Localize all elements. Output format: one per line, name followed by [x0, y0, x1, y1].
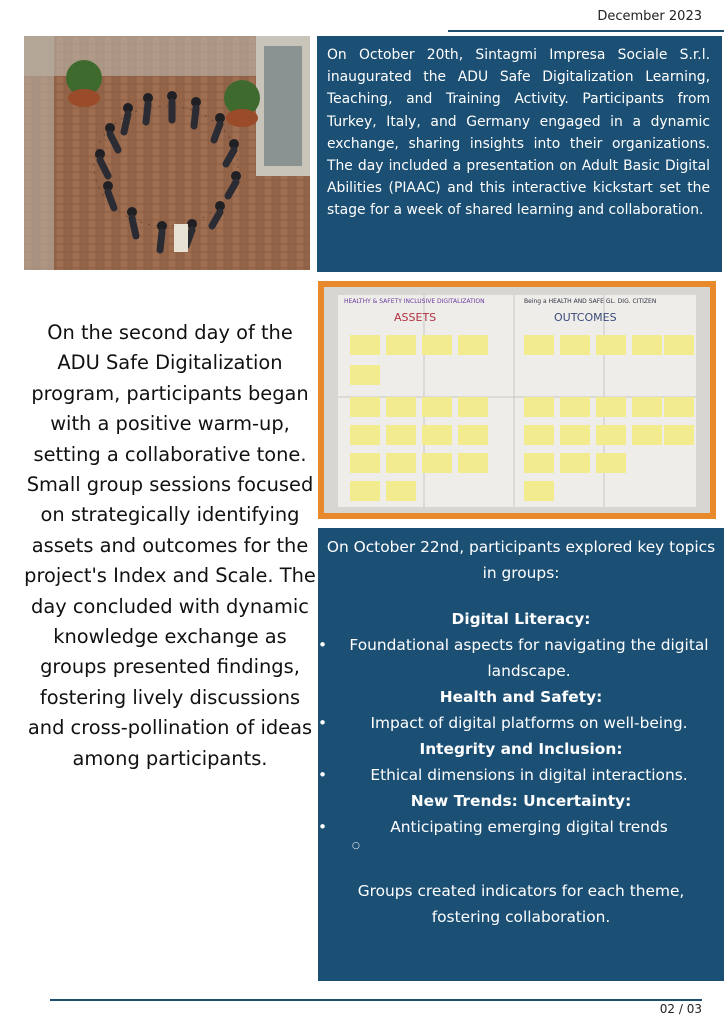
topic-2-text: Impact of digital platforms on well-being. — [370, 714, 688, 732]
sticky-note — [458, 397, 488, 417]
topic-1-item — [318, 632, 720, 684]
sticky-note — [632, 425, 662, 445]
topic-4-item — [318, 814, 720, 840]
bullet-icon: • — [318, 766, 328, 784]
topics-outro: Groups created indicators for each theme, fostering collaboration. — [357, 882, 685, 926]
circle-bullet-icon: ○ — [352, 841, 360, 851]
header-date: December 2023 — [597, 9, 702, 24]
sticky-note — [422, 453, 452, 473]
sticky-note — [350, 481, 380, 501]
sticky-note — [422, 335, 452, 355]
board-headline-2: Being a HEALTH AND SAFE GL. DIG. CITIZEN — [524, 298, 657, 305]
sticky-note — [524, 335, 554, 355]
topic-3-text: Ethical dimensions in digital interactions. — [370, 766, 688, 784]
topic-3-item — [318, 762, 720, 788]
sticky-note — [350, 365, 380, 385]
sticky-note — [524, 425, 554, 445]
board-outcomes-label: OUTCOMES — [554, 311, 617, 324]
inauguration-text: On October 20th, Sintagmi Impresa Sociale S.r.l. inaugurated the ADU Safe Digitalization Learning, Teaching, and Training Activity. Participants from Turkey, Italy, and Germany engaged in a dynamic exchange, sharing insights into their organizations. The day included a presentation on Adult Basic Digital Abilities (PIAAC) and this interactive kickstart set the stage for a week of shared learning and collaboration. — [327, 47, 710, 219]
sticky-note — [596, 335, 626, 355]
board-headline: HEALTHY & SAFETY INCLUSIVE DIGITALIZATION — [344, 298, 485, 305]
footer-rule — [50, 999, 702, 1001]
sticky-note — [350, 453, 380, 473]
page-number: 02 / 03 — [659, 1002, 702, 1016]
sticky-note — [560, 453, 590, 473]
topic-2-heading: Health and Safety: — [439, 688, 603, 706]
stray-sub-bullet — [322, 840, 720, 852]
topic-1-heading: Digital Literacy: — [451, 610, 591, 628]
sticky-note — [596, 453, 626, 473]
topic-3-heading: Integrity and Inclusion: — [419, 740, 623, 758]
sticky-note — [524, 453, 554, 473]
inauguration-textbox — [317, 36, 722, 272]
topic-4-text: Anticipating emerging digital trends — [390, 818, 668, 836]
sticky-note — [422, 397, 452, 417]
sticky-note — [664, 397, 694, 417]
sticky-note — [386, 453, 416, 473]
topics-textbox — [318, 528, 724, 981]
sticky-note — [386, 425, 416, 445]
sticky-note — [458, 425, 488, 445]
sticky-note — [632, 397, 662, 417]
header-rule — [448, 30, 724, 32]
topic-2-item — [318, 710, 720, 736]
sticky-note — [458, 335, 488, 355]
bullet-icon: • — [318, 636, 328, 654]
sticky-note — [386, 481, 416, 501]
sticky-note — [664, 335, 694, 355]
sticky-note — [524, 397, 554, 417]
sticky-note — [596, 425, 626, 445]
sticky-note — [524, 481, 554, 501]
board-assets-label: ASSETS — [394, 311, 437, 324]
second-day-paragraph: On the second day of the ADU Safe Digitalization program, participants began with a positive warm-up, setting a collaborative tone. Small group sessions focused on strategically identifying assets and outcomes for the project's Index and Scale. The day concluded with dynamic knowledge exchange as groups presented findings, fostering lively discussions and cross-pollination of ideas among participants. — [24, 321, 316, 770]
sticky-note — [350, 397, 380, 417]
sticky-note — [560, 335, 590, 355]
topic-1-text: Foundational aspects for navigating the digital landscape. — [349, 636, 709, 680]
sticky-note — [422, 425, 452, 445]
sticky-note — [560, 397, 590, 417]
sticky-note — [386, 335, 416, 355]
sticky-note — [664, 425, 694, 445]
bullet-icon: • — [318, 818, 328, 836]
sticky-note — [560, 425, 590, 445]
topics-intro: On October 22nd, participants explored key topics in groups: — [326, 538, 716, 582]
whiteboard-sticky-notes-photo — [318, 281, 716, 519]
sticky-note — [458, 453, 488, 473]
sticky-note — [596, 397, 626, 417]
bullet-icon: • — [318, 714, 328, 732]
courtyard-group-photo — [24, 36, 310, 270]
sticky-note — [350, 425, 380, 445]
sticky-note — [386, 397, 416, 417]
topic-4-heading: New Trends: Uncertainty: — [410, 792, 632, 810]
sticky-note — [632, 335, 662, 355]
sticky-note — [350, 335, 380, 355]
